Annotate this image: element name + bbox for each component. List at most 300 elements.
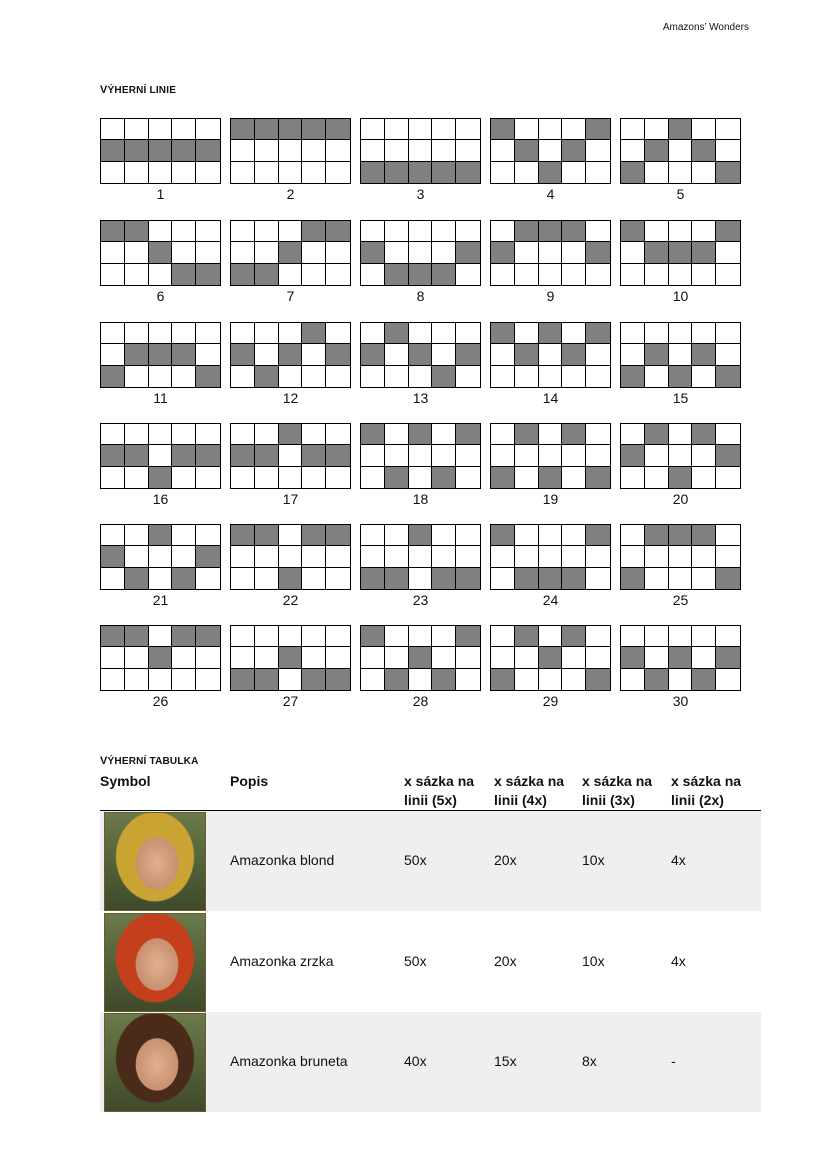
payline-cell [255, 467, 279, 488]
payline-number: 17 [282, 491, 299, 507]
payline-cell [279, 669, 303, 690]
payline-cell-active [456, 242, 480, 263]
payline-cell [432, 323, 456, 344]
payline-cell-active [385, 323, 409, 344]
payline-cell [409, 568, 433, 589]
payline-cell [125, 242, 149, 263]
payline-cell [539, 626, 563, 647]
payline-cell-active [172, 626, 196, 647]
payline-cell-active [515, 344, 539, 365]
payline-cell [456, 323, 480, 344]
payline-cell [231, 568, 255, 589]
payline-cell [196, 162, 220, 183]
payline-cell [409, 546, 433, 567]
col-header-5x [404, 772, 474, 810]
payline-cell [562, 525, 586, 546]
payline-cell [172, 546, 196, 567]
payline-number: 27 [282, 693, 299, 709]
payline-cell [231, 626, 255, 647]
payline-cell [645, 647, 669, 668]
payline-cell [149, 264, 173, 285]
payline-cell-active [669, 119, 693, 140]
payline-cell [409, 669, 433, 690]
payline-cell [716, 140, 740, 161]
payline-cell-active [302, 119, 326, 140]
payline-cell [385, 424, 409, 445]
header-line1: x sázka na [671, 773, 742, 789]
payline-cell-active [302, 525, 326, 546]
payline-cell-active [279, 344, 303, 365]
payline-number: 20 [672, 491, 689, 507]
payline-cell [101, 424, 125, 445]
payline-cell [326, 242, 350, 263]
payline-cell [125, 162, 149, 183]
payline-cell [621, 546, 645, 567]
payline-cell [196, 424, 220, 445]
payline-cell [361, 445, 385, 466]
payline-cell-active [149, 467, 173, 488]
payline-diagram [100, 220, 221, 286]
payline-cell-active [326, 344, 350, 365]
payline-cell-active [586, 242, 610, 263]
payline-cell-active [255, 525, 279, 546]
payline-cell [101, 323, 125, 344]
payline-number: 16 [152, 491, 169, 507]
payline-cell-active [196, 140, 220, 161]
payline-cell [101, 669, 125, 690]
payline-cell [456, 467, 480, 488]
payline-cell [231, 323, 255, 344]
payline-cell [669, 140, 693, 161]
payline-diagram [620, 524, 741, 590]
payline-cell [586, 221, 610, 242]
payline-cell [562, 445, 586, 466]
payline-cell-active [101, 366, 125, 387]
payline-cell [491, 445, 515, 466]
payline-cell [361, 366, 385, 387]
payline-cell [255, 626, 279, 647]
payline-cell-active [172, 568, 196, 589]
payline-diagram [360, 322, 481, 388]
payline-cell [385, 445, 409, 466]
payline-cell [172, 525, 196, 546]
payline-number: 19 [542, 491, 559, 507]
payline-cell [562, 323, 586, 344]
payline-cell [302, 264, 326, 285]
payline-cell [231, 221, 255, 242]
payline-cell-active [692, 242, 716, 263]
table-row [100, 811, 761, 911]
payline-cell-active [196, 626, 220, 647]
payline-cell [456, 525, 480, 546]
header-line1: x sázka na [494, 773, 565, 789]
cell-x4: 15x [494, 1053, 517, 1069]
payline-cell [172, 242, 196, 263]
payline-cell-active [645, 669, 669, 690]
payline-cell-active [125, 445, 149, 466]
payline-cell [562, 119, 586, 140]
payline-number: 28 [412, 693, 429, 709]
payline-cell [456, 140, 480, 161]
payline-cell-active [385, 264, 409, 285]
payline-cell-active [456, 344, 480, 365]
payline-cell-active [125, 140, 149, 161]
payline-cell-active [125, 344, 149, 365]
payline-cell [326, 467, 350, 488]
payline-cell-active [361, 626, 385, 647]
payline-cell [279, 162, 303, 183]
payline-cell [255, 323, 279, 344]
payline-cell-active [562, 424, 586, 445]
payline-cell [539, 264, 563, 285]
payline-cell-active [562, 626, 586, 647]
payline-cell-active [231, 525, 255, 546]
payline-cell [432, 344, 456, 365]
payline-diagram [230, 524, 351, 590]
payline-cell [326, 264, 350, 285]
heading-initial: V [100, 755, 108, 767]
payline-number: 24 [542, 592, 559, 608]
payline-cell [149, 366, 173, 387]
payline-number: 26 [152, 693, 169, 709]
payline-cell-active [491, 242, 515, 263]
payline-cell [562, 366, 586, 387]
payline-cell [432, 140, 456, 161]
payline-cell [231, 242, 255, 263]
payline-number: 18 [412, 491, 429, 507]
payline-cell [255, 647, 279, 668]
payline-cell-active [456, 162, 480, 183]
cell-x4: 20x [494, 852, 517, 868]
payline-cell-active [361, 162, 385, 183]
payline-cell [621, 242, 645, 263]
cell-x3: 8x [582, 1053, 597, 1069]
payline-cell [255, 221, 279, 242]
payline-cell [409, 221, 433, 242]
payline-cell [172, 162, 196, 183]
header-line2: linii (5x) [404, 792, 457, 808]
payline-cell-active [586, 669, 610, 690]
payline-cell [669, 568, 693, 589]
payline-cell [255, 140, 279, 161]
payline-cell [172, 647, 196, 668]
payline-cell-active [125, 626, 149, 647]
payline-cell-active [361, 568, 385, 589]
payline-cell-active [101, 221, 125, 242]
cell-x3: 10x [582, 852, 605, 868]
payline-cell [491, 424, 515, 445]
payline-cell [149, 424, 173, 445]
payline-cell-active [409, 344, 433, 365]
payline-cell [692, 264, 716, 285]
payline-cell [196, 344, 220, 365]
col-header-symbol: Symbol [100, 773, 151, 789]
payline-cell [255, 424, 279, 445]
payline-number: 3 [416, 186, 425, 202]
payline-cell-active [456, 626, 480, 647]
payline-cell-active [539, 221, 563, 242]
payline-cell-active [669, 467, 693, 488]
payline-cell-active [586, 525, 610, 546]
payline-cell [515, 525, 539, 546]
payline-cell [432, 119, 456, 140]
payline-cell-active [409, 424, 433, 445]
payline-cell-active [586, 119, 610, 140]
payline-cell [302, 242, 326, 263]
payline-cell-active [456, 424, 480, 445]
payline-cell-active [231, 669, 255, 690]
payline-cell-active [669, 647, 693, 668]
payline-cell [669, 221, 693, 242]
payline-cell [101, 467, 125, 488]
payline-cell [361, 525, 385, 546]
payline-cell-active [149, 525, 173, 546]
payline-cell [302, 162, 326, 183]
payline-cell [172, 323, 196, 344]
payline-cell [385, 242, 409, 263]
payline-cell [196, 669, 220, 690]
payline-cell-active [326, 669, 350, 690]
payline-cell [326, 162, 350, 183]
payline-diagram [360, 625, 481, 691]
payline-cell-active [231, 445, 255, 466]
payline-cell [149, 221, 173, 242]
symbol-portrait [104, 812, 206, 911]
payline-cell [361, 323, 385, 344]
payline-cell [456, 647, 480, 668]
payline-cell [456, 221, 480, 242]
payline-cell [645, 366, 669, 387]
payline-cell-active [586, 323, 610, 344]
payline-cell [539, 445, 563, 466]
payline-cell-active [669, 366, 693, 387]
payline-cell-active [621, 221, 645, 242]
payline-cell [645, 445, 669, 466]
payline-cell [491, 162, 515, 183]
payline-cell [326, 323, 350, 344]
payline-number: 23 [412, 592, 429, 608]
payline-cell [645, 264, 669, 285]
payline-cell [302, 546, 326, 567]
payline-cell [149, 568, 173, 589]
payline-number: 21 [152, 592, 169, 608]
payline-cell [196, 119, 220, 140]
payline-cell [432, 445, 456, 466]
payline-cell [255, 344, 279, 365]
cell-x2: 4x [671, 852, 686, 868]
payline-cell-active [716, 221, 740, 242]
payline-cell [645, 323, 669, 344]
payline-cell [409, 242, 433, 263]
payline-cell-active [692, 344, 716, 365]
payline-cell [645, 119, 669, 140]
payline-cell [539, 424, 563, 445]
payline-cell [409, 445, 433, 466]
payline-cell [515, 119, 539, 140]
payline-cell-active [515, 140, 539, 161]
payline-cell-active [432, 366, 456, 387]
payline-cell [385, 344, 409, 365]
payline-cell [621, 264, 645, 285]
payline-cell [716, 669, 740, 690]
document-header-title: Amazons’ Wonders [662, 22, 749, 33]
payline-cell-active [539, 647, 563, 668]
payline-cell-active [172, 264, 196, 285]
payline-diagram [490, 423, 611, 489]
payline-cell-active [515, 424, 539, 445]
payline-cell-active [491, 525, 515, 546]
payline-number: 1 [156, 186, 165, 202]
payline-cell-active [692, 525, 716, 546]
header-line1: x sázka na [582, 773, 653, 789]
payline-cell [196, 221, 220, 242]
payline-cell [562, 162, 586, 183]
payline-cell [716, 323, 740, 344]
payline-cell-active [515, 568, 539, 589]
payline-cell [692, 467, 716, 488]
payline-cell [432, 525, 456, 546]
payline-cell [149, 445, 173, 466]
payline-diagram [490, 625, 611, 691]
payline-cell-active [101, 445, 125, 466]
payline-cell [539, 119, 563, 140]
payline-cell [586, 546, 610, 567]
payline-diagram [360, 524, 481, 590]
payline-cell-active [692, 140, 716, 161]
payline-cell [645, 162, 669, 183]
payline-cell [562, 264, 586, 285]
heading-initial: V [100, 84, 108, 96]
payline-cell [692, 162, 716, 183]
payline-cell [515, 445, 539, 466]
payline-diagram [230, 220, 351, 286]
payline-cell [491, 264, 515, 285]
payline-cell-active [302, 323, 326, 344]
payline-cell [491, 647, 515, 668]
payline-cell [385, 647, 409, 668]
payline-cell [361, 647, 385, 668]
payline-number: 8 [416, 288, 425, 304]
payline-cell [621, 323, 645, 344]
payline-number: 29 [542, 693, 559, 709]
payline-cell [172, 366, 196, 387]
payline-cell [621, 626, 645, 647]
payline-cell [539, 242, 563, 263]
payline-cell [279, 264, 303, 285]
payline-cell [231, 467, 255, 488]
payline-cell [716, 242, 740, 263]
payline-cell [279, 546, 303, 567]
payline-cell [621, 344, 645, 365]
payline-number: 9 [546, 288, 555, 304]
payline-cell [101, 264, 125, 285]
payline-cell [231, 162, 255, 183]
payline-cell [515, 467, 539, 488]
payline-diagram [230, 423, 351, 489]
heading-rest: ÝHERNÍ LINIE [107, 85, 177, 96]
payline-cell-active [279, 242, 303, 263]
payline-cell [692, 647, 716, 668]
payline-cell [456, 264, 480, 285]
payline-diagram [620, 220, 741, 286]
payline-cell [669, 669, 693, 690]
payline-cell-active [692, 424, 716, 445]
payline-cell [125, 546, 149, 567]
col-header-2x [671, 772, 741, 810]
payline-cell-active [101, 546, 125, 567]
payline-cell-active [409, 525, 433, 546]
payline-cell [432, 647, 456, 668]
payline-cell-active [456, 568, 480, 589]
payline-cell [515, 162, 539, 183]
payline-cell [692, 546, 716, 567]
payline-number: 15 [672, 390, 689, 406]
payline-cell-active [562, 568, 586, 589]
payline-cell [669, 162, 693, 183]
payline-cell [125, 647, 149, 668]
cell-x3: 10x [582, 952, 605, 969]
payline-cell [456, 366, 480, 387]
payline-cell-active [101, 140, 125, 161]
payline-cell [361, 119, 385, 140]
payline-cell-active [101, 626, 125, 647]
payline-cell [491, 344, 515, 365]
payline-cell [302, 647, 326, 668]
payline-cell [326, 140, 350, 161]
payline-cell [326, 568, 350, 589]
payline-cell-active [196, 366, 220, 387]
payline-cell [326, 366, 350, 387]
payline-number: 2 [286, 186, 295, 202]
payline-diagram [620, 118, 741, 184]
payline-cell-active [172, 140, 196, 161]
payline-cell [432, 424, 456, 445]
payline-number: 12 [282, 390, 299, 406]
payline-cell [645, 626, 669, 647]
payline-cell-active [149, 140, 173, 161]
payline-cell [586, 445, 610, 466]
payline-cell [302, 424, 326, 445]
payline-cell [279, 323, 303, 344]
payline-cell [101, 344, 125, 365]
payline-cell [125, 525, 149, 546]
table-row [100, 912, 761, 1012]
payline-cell-active [645, 344, 669, 365]
payline-cell-active [669, 242, 693, 263]
paytable-heading [100, 755, 199, 767]
payline-cell [326, 647, 350, 668]
payline-cell-active [562, 344, 586, 365]
payline-cell-active [125, 221, 149, 242]
payline-diagram [100, 625, 221, 691]
payline-cell [326, 546, 350, 567]
payline-cell [255, 242, 279, 263]
payline-diagram [490, 524, 611, 590]
payline-cell [692, 366, 716, 387]
payline-cell [385, 119, 409, 140]
payline-number: 7 [286, 288, 295, 304]
payline-cell [586, 366, 610, 387]
payline-cell-active [279, 568, 303, 589]
payline-cell [302, 140, 326, 161]
payline-cell [361, 546, 385, 567]
symbol-portrait [104, 1013, 206, 1112]
payline-diagram [490, 118, 611, 184]
payline-cell [515, 366, 539, 387]
payline-cell-active [172, 344, 196, 365]
header-line2: linii (3x) [582, 792, 635, 808]
payline-cell-active [562, 221, 586, 242]
